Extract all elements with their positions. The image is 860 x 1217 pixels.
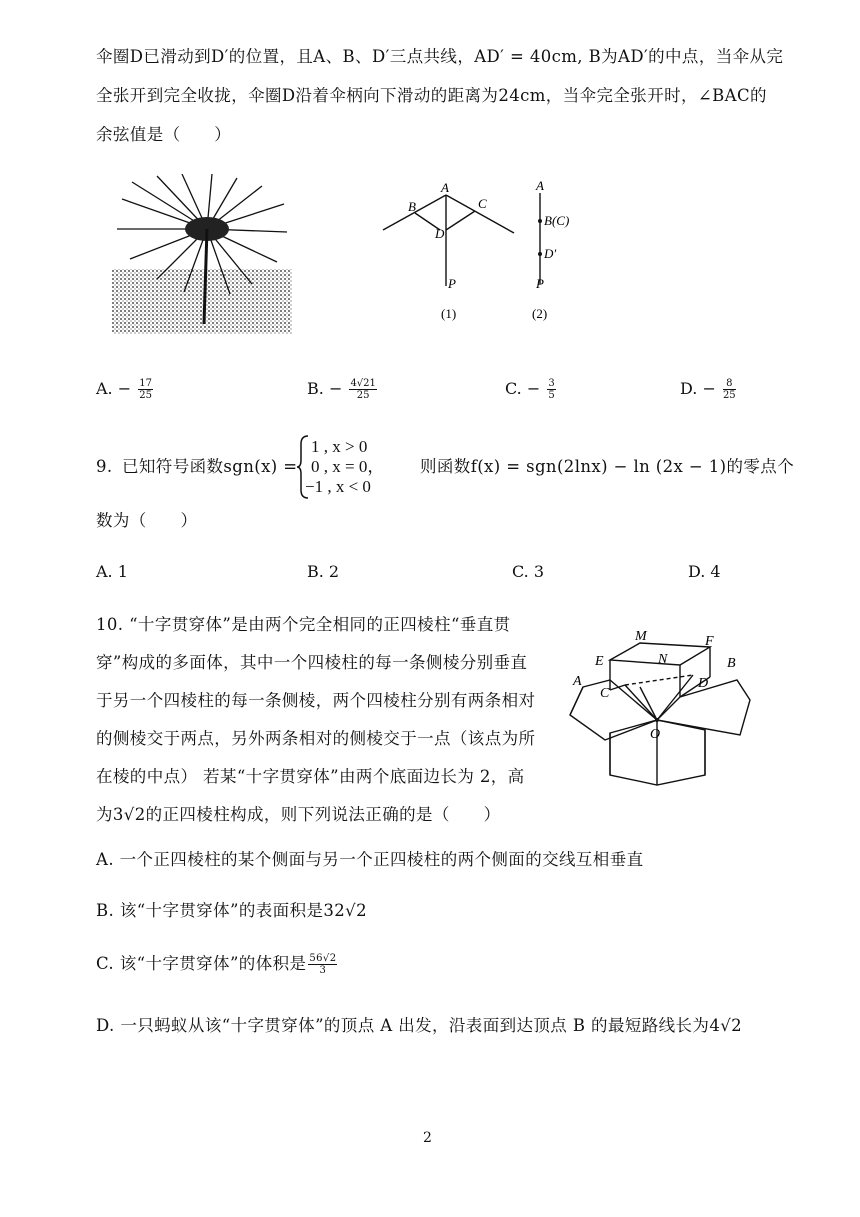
q9-case-2: 0 , x = 0， bbox=[311, 457, 385, 476]
q9-option-b[interactable]: B. 2 bbox=[307, 562, 340, 581]
fig1-label-b: B bbox=[408, 199, 416, 214]
fig2-label-dprime: D′ bbox=[544, 246, 557, 261]
fig1-caption: (1) bbox=[441, 306, 457, 321]
q9-option-d[interactable]: D. 4 bbox=[688, 562, 721, 581]
fig10-label-n: N bbox=[658, 652, 668, 667]
fig1-label-c: C bbox=[478, 196, 487, 211]
q8-option-b[interactable] bbox=[307, 378, 377, 401]
option-sign: − bbox=[702, 379, 716, 398]
option-letter: C. bbox=[505, 379, 522, 398]
q8-line-1: 伞圈D已滑动到D′的位置，且A、B、D′三点共线，AD′ = 40cm, B为AD′的中点，当伞从完 bbox=[96, 47, 784, 66]
option-letter: B. bbox=[307, 379, 324, 398]
option-c-text: C. 该“十字贯穿体”的体积是 bbox=[96, 954, 307, 973]
fig2-label-bc: B(C) bbox=[544, 213, 570, 228]
q10-line-3: 于另一个四棱柱的每一条侧棱，两个四棱柱分别有两条相对 bbox=[96, 691, 536, 710]
option-fraction: $\frac{3}{5}$ bbox=[548, 378, 555, 401]
fig10-label-e: E bbox=[595, 654, 604, 669]
q8-option-a[interactable] bbox=[96, 378, 153, 401]
umbrella-diagram-1 bbox=[375, 178, 525, 328]
q10-option-d[interactable]: D. 一只蚂蚁从该“十字贯穿体”的顶点 A 出发，沿表面到达顶点 B 的最短路线长为4√2 bbox=[96, 1016, 743, 1035]
option-letter: D. bbox=[680, 379, 698, 398]
fig2-label-a: A bbox=[536, 178, 544, 193]
q9-case-1: 1 , x > 0 bbox=[311, 437, 368, 456]
fig10-label-f: F bbox=[705, 634, 714, 649]
option-fraction: $\frac{17}{25}$ bbox=[139, 378, 152, 401]
q9-intro: 已知符号函数sgn(x) = bbox=[122, 457, 298, 476]
option-c-fraction: $\frac{56√2}{3}$ bbox=[309, 953, 337, 976]
fig1-label-d: D bbox=[435, 226, 445, 241]
q10-option-b[interactable]: B. 该“十字贯穿体”的表面积是32√2 bbox=[96, 901, 367, 920]
option-fraction: $\frac{8}{25}$ bbox=[722, 378, 736, 401]
fig10-label-c: C bbox=[600, 686, 610, 701]
q9-option-a[interactable]: A. 1 bbox=[96, 562, 128, 581]
q10-line-6: 为3√2的正四棱柱构成，则下列说法正确的是（ ） bbox=[96, 805, 501, 824]
q9-case-3: −1 , x < 0 bbox=[305, 477, 371, 496]
fig2-label-p: P bbox=[536, 276, 544, 291]
fig10-label-a: A bbox=[573, 674, 582, 689]
fig10-label-m: M bbox=[635, 629, 647, 644]
option-sign: − bbox=[526, 379, 541, 398]
fig10-label-b: B bbox=[727, 656, 736, 671]
q10-line-1: 10. “十字贯穿体”是由两个完全相同的正四棱柱“垂直贯 bbox=[96, 615, 511, 634]
umbrella-diagram-2 bbox=[530, 178, 610, 328]
umbrella-photo bbox=[112, 174, 292, 334]
fig10-label-o: O bbox=[650, 727, 661, 742]
fig10-label-d: D bbox=[698, 676, 709, 691]
q9-option-c[interactable]: C. 3 bbox=[512, 562, 545, 581]
fig2-caption: (2) bbox=[532, 306, 548, 321]
fig1-label-a: A bbox=[441, 180, 449, 195]
q10-line-5: 在棱的中点） 若某“十字贯穿体”由两个底面边长为 2，高 bbox=[96, 767, 525, 786]
q8-line-2: 全张开到完全收拢，伞圈D沿着伞柄向下滑动的距离为24cm，当伞完全张开时，∠BAC的 bbox=[96, 86, 767, 105]
page-number: 2 bbox=[423, 1130, 432, 1146]
option-sign: − bbox=[117, 379, 132, 398]
q8-option-d[interactable] bbox=[680, 378, 736, 401]
q8-line-3: 余弦值是（ ） bbox=[96, 125, 232, 144]
cross-penetration-solid-figure bbox=[565, 625, 755, 790]
q10-line-2: 穿”构成的多面体，其中一个四棱柱的每一条侧棱分别垂直 bbox=[96, 653, 528, 672]
option-sign: − bbox=[328, 379, 343, 398]
q10-option-a[interactable]: A. 一个正四棱柱的某个侧面与另一个正四棱柱的两个侧面的交线互相垂直 bbox=[96, 850, 644, 869]
q10-option-c[interactable] bbox=[96, 952, 337, 976]
q9-tail: 则函数f(x) = sgn(2lnx) − ln (2x − 1)的零点个 bbox=[420, 457, 795, 476]
fig1-label-p: P bbox=[448, 276, 456, 291]
q10-line-4: 的侧棱交于两点，另外两条相对的侧棱交于一点（该点为所 bbox=[96, 729, 536, 748]
q8-option-c[interactable] bbox=[505, 378, 556, 401]
option-fraction: $\frac{4√21}{25}$ bbox=[350, 378, 376, 401]
q9-line-2: 数为（ ） bbox=[96, 511, 198, 530]
q9-number: 9. bbox=[96, 457, 113, 476]
option-letter: A. bbox=[96, 379, 113, 398]
